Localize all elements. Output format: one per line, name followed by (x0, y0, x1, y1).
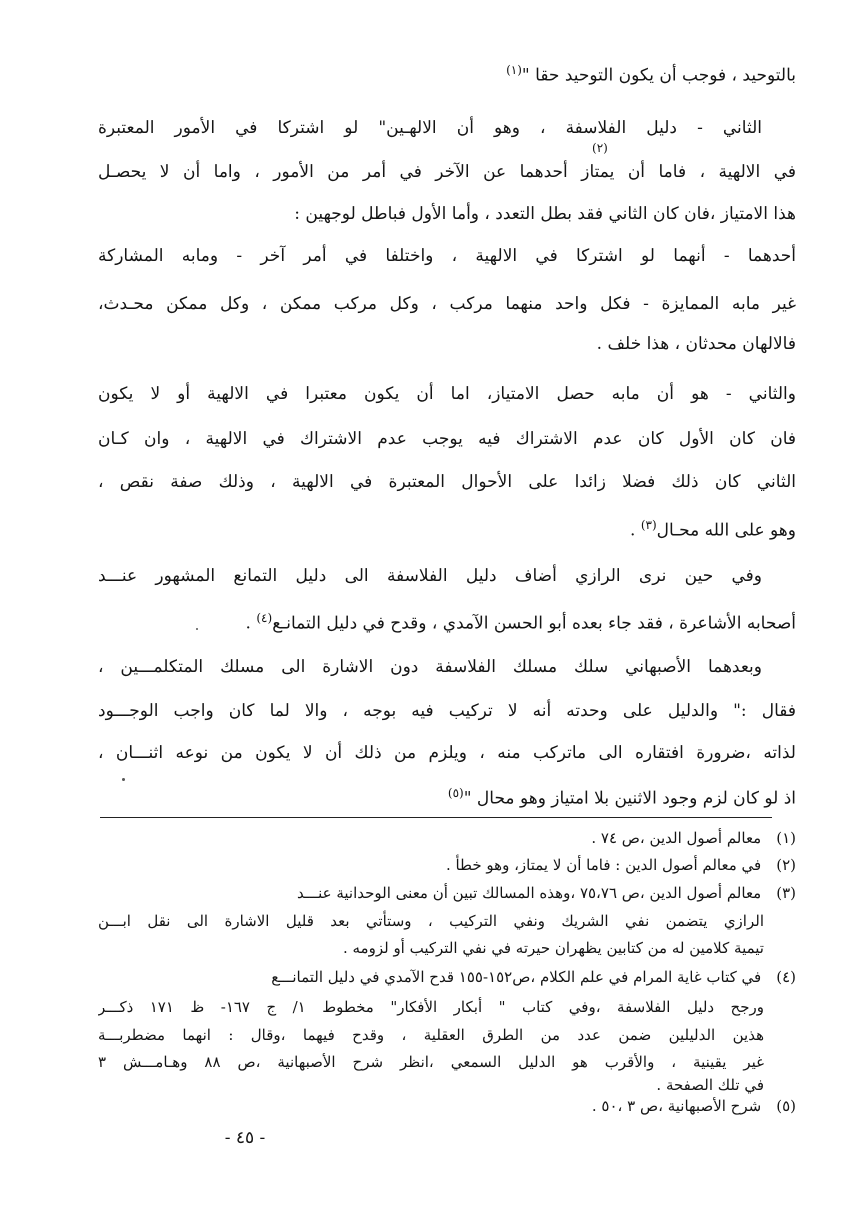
body-line (98, 603, 796, 639)
footnote-number: (٥) (776, 1097, 796, 1115)
body-line: وبعدهما الأصبهاني سلك مسلك الفلاسفة دون الاشارة الى مسلك المتكلمـــين ، (98, 657, 762, 677)
body-line: أحدهما - أنهما لو اشتركا في الالهية ، واختلفا في أمر آخر - ومابه المشاركة (98, 246, 796, 266)
body-line (98, 510, 796, 546)
footnote-separator (100, 817, 772, 818)
footnote-text: معالم أصول الدين ،ص ٧٤ . (591, 829, 762, 847)
body-line: والثاني - هو أن مابه حصل الامتياز، اما أن يكون معتبرا في الالهية أو لا يكون (98, 384, 796, 404)
body-line: وفي حين نرى الرازي أضاف دليل الفلاسفة الى دليل التمانع المشهور عنـــد (98, 566, 762, 586)
footnote-ref: (٢) (592, 141, 608, 155)
footnote-line: تيمية كلامين له من كتابين يظهران حيرته في نفي التركيب أو لزومه . (342, 939, 764, 957)
body-text: اذ لو كان لزم وجود الاثنين بلا امتياز وهو محال " (463, 788, 796, 809)
scan-speck (122, 778, 125, 781)
footnote-ref: (٣) (640, 518, 657, 532)
footnote-number: (٤) (776, 968, 796, 986)
body-line: غير مابه الممايزة - فكل واحد منهما مركب ، وكل مركب ممكن ، وكل ممكن محـدث، (98, 294, 796, 314)
footnote-line: هذين الدليلين ضمن عدد من الطرق العقلية ، وقدح فيهما ،وقال : انهما مضطربـــة (98, 1026, 764, 1044)
body-text: أصحابه الأشاعرة ، فقد جاء بعده أبو الحسن الآمدي ، وقدح في دليل التمانـع (272, 613, 796, 634)
body-line: فقال :" والدليل على وحدته أنه لا تركيب فيه بوجه ، والا لما كان واجب الوجـــود (98, 701, 796, 721)
body-line: الثاني كان ذلك فضلا زائدا على الأحوال المعتبرة في الالهية ، وذلك صفة نقص ، (98, 472, 796, 492)
body-line: فالالهان محدثان ، هذا خلف . (596, 334, 796, 354)
body-line (98, 157, 796, 187)
body-text: بالتوحيد ، فوجب أن يكون التوحيد حقا " (521, 65, 796, 86)
footnote-text: معالم أصول الدين ،ص ٧٥،٧٦ ،وهذه المسالك تبين أن معنى الوحدانية عنـــد (297, 884, 762, 902)
footnote (98, 853, 796, 877)
footnote (98, 826, 796, 850)
body-text: وهو على الله محـال (656, 520, 796, 541)
footnote-text: في كتاب غاية المرام في علم الكلام ،ص١٥٢-١٥٥ قدح الآمدي في دليل التمانـــع (271, 968, 762, 986)
footnote-text: شرح الأصبهانية ،ص ٣ ،٥٠ . (591, 1097, 762, 1115)
footnote-ref: (٤) (256, 611, 273, 625)
body-line (98, 55, 796, 91)
body-line (98, 778, 796, 814)
footnote-ref: (١) (506, 63, 522, 77)
body-line: هذا الامتياز ،فان كان الثاني فقد بطل التعدد ، وأما الأول فباطل لوجهين : (294, 204, 796, 224)
body-line: الثاني - دليل الفلاسفة ، وهو أن الالهـين" لو اشتركا في الأمور المعتبرة (98, 118, 762, 138)
footnote (98, 1094, 796, 1118)
scan-speck (196, 628, 198, 630)
period: . (245, 613, 257, 634)
footnote-line: غير يقينية ، والأقرب هو الدليل السمعي ،انظر شرح الأصبهانية ،ص ٨٨ وهـامـــش ٣ (98, 1053, 764, 1071)
body-text: في الالهية ، فاما أن يمتاز أحدهما عن الآخر في أمر من الأمور ، واما أن لا يحصـل (98, 162, 796, 182)
page-number: - ٤٥ - (224, 1128, 266, 1148)
footnote (98, 965, 796, 989)
footnote-number: (٣) (776, 884, 796, 902)
body-line: لذاته ،ضرورة افتقاره الى ماتركب منه ، ويلزم من ذلك أن لا يكون من نوعه اثنـــان ، (98, 743, 796, 763)
footnote-line: في تلك الصفحة . (656, 1076, 764, 1094)
footnote (98, 881, 796, 905)
footnote-number: (١) (776, 829, 796, 847)
footnote-text: في معالم أصول الدين : فاما أن لا يمتاز، وهو خطأ . (445, 856, 762, 874)
footnote-ref: (٥) (447, 786, 464, 800)
period: . (630, 520, 641, 541)
body-line: فان كان الأول كان عدم الاشتراك فيه يوجب عدم الاشتراك في الالهية ، وان كـان (98, 429, 796, 449)
footnote-line: الرازي يتضمن نفي الشريك ونفي التركيب ، وستأتي بعد قليل الاشارة الى نقل ابـــن (98, 912, 764, 930)
footnote-line: ورجح دليل الفلاسفة ،وفي كتاب " أبكار الأفكار" مخطوط ١/ ج ١٦٧- ظ ١٧١ ذكـــر (98, 998, 764, 1016)
footnote-number: (٢) (776, 856, 796, 874)
